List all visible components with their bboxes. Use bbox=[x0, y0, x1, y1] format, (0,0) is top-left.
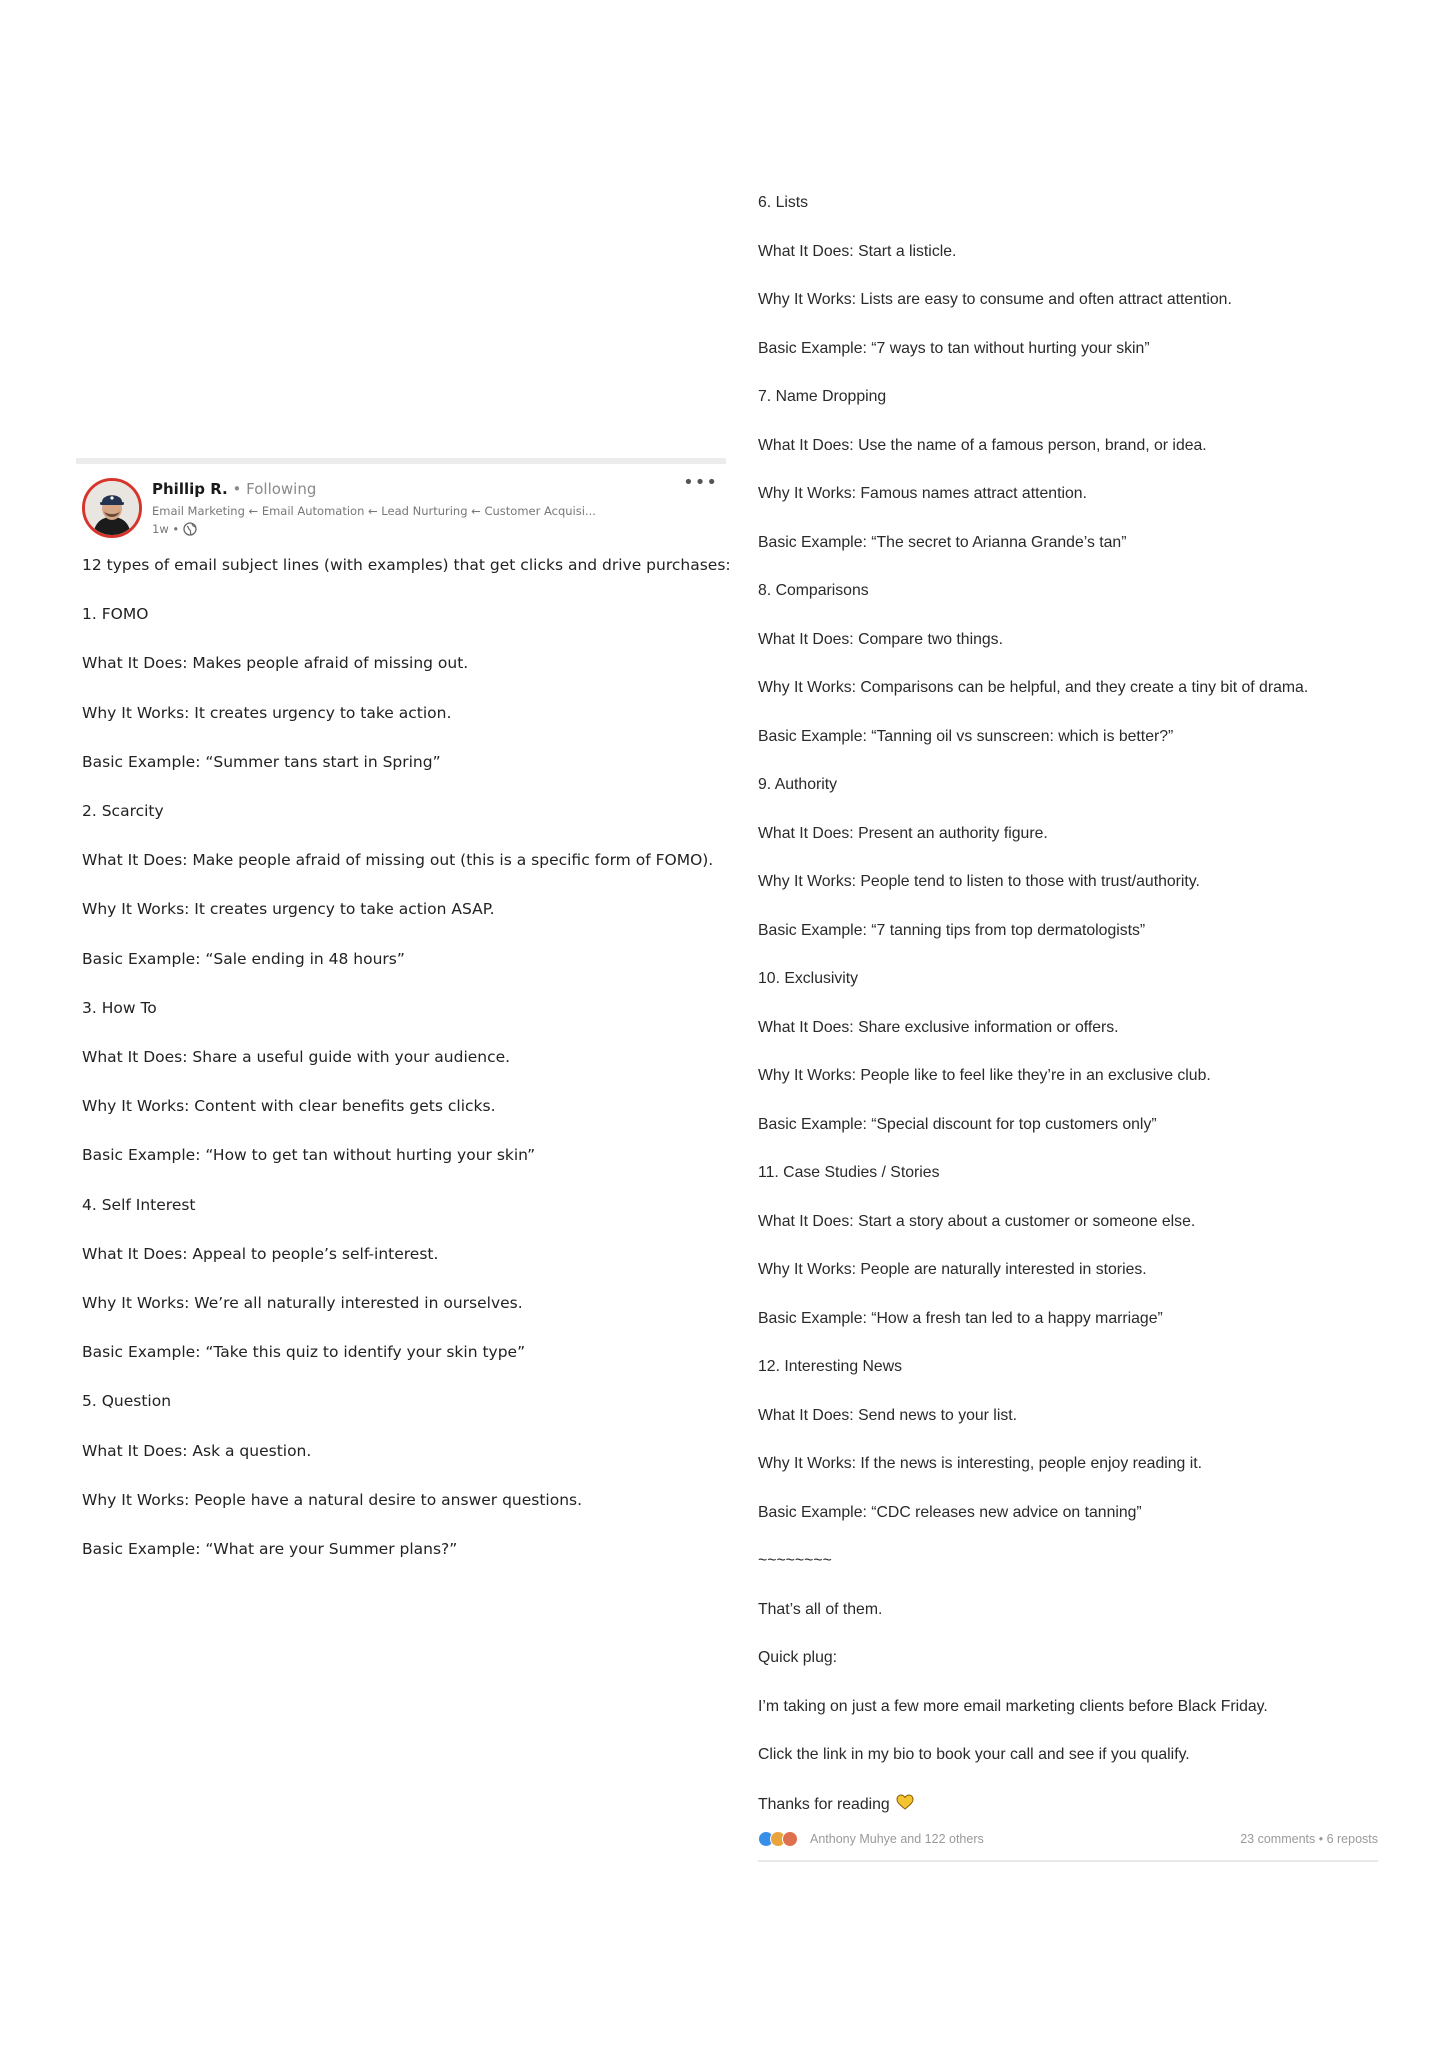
what-it-does-line: What It Does: Makes people afraid of missing out. bbox=[82, 654, 469, 673]
post-bottom-divider bbox=[758, 1860, 1378, 1862]
avatar-portrait-icon bbox=[85, 481, 139, 535]
section-heading: 12. Interesting News bbox=[758, 1358, 903, 1375]
why-it-works-line: Why It Works: If the news is interesting, people enjoy reading it. bbox=[758, 1455, 1202, 1472]
what-it-does-line: What It Does: Ask a question. bbox=[82, 1441, 312, 1460]
post-text-line: I’m taking on just a few more email marketing clients before Black Friday. bbox=[758, 1697, 1268, 1715]
reaction-icons[interactable] bbox=[758, 1831, 794, 1847]
post-meta bbox=[152, 522, 197, 536]
basic-example-line: Basic Example: “The secret to Arianna Grande’s tan” bbox=[758, 533, 1127, 551]
more-options-icon[interactable]: ••• bbox=[683, 472, 718, 493]
basic-example-line: Basic Example: “How a fresh tan led to a happy marriage” bbox=[758, 1309, 1163, 1327]
post-text-line: Click the link in my bio to book your call and see if you qualify. bbox=[758, 1746, 1190, 1763]
why-it-works-line: Why It Works: It creates urgency to take action. bbox=[82, 703, 452, 722]
what-it-does-line: What It Does: Appeal to people’s self-interest. bbox=[82, 1244, 439, 1263]
why-it-works-line: Why It Works: Famous names attract attention. bbox=[758, 485, 1087, 502]
post-text-line: ~~~~~~~~ bbox=[758, 1552, 832, 1569]
what-it-does-line: What It Does: Share a useful guide with your audience. bbox=[82, 1048, 511, 1066]
globe-icon bbox=[183, 522, 197, 536]
follow-status[interactable]: • Following bbox=[232, 480, 317, 498]
yellow-heart-icon bbox=[896, 1794, 914, 1816]
what-it-does-line: What It Does: Compare two things. bbox=[758, 630, 1003, 648]
post-text-line: That’s all of them. bbox=[758, 1600, 883, 1618]
why-it-works-line: Why It Works: Comparisons can be helpful, and they create a tiny bit of drama. bbox=[758, 679, 1309, 696]
section-heading: 1. FOMO bbox=[82, 605, 149, 624]
what-it-does-line: What It Does: Start a listicle. bbox=[758, 242, 957, 260]
what-it-does-line: What It Does: Present an authority figure. bbox=[758, 824, 1048, 842]
section-heading: 5. Question bbox=[82, 1392, 172, 1411]
why-it-works-line: Why It Works: People like to feel like they’re in an exclusive club. bbox=[758, 1067, 1211, 1084]
basic-example-line: Basic Example: “Sale ending in 48 hours” bbox=[82, 949, 405, 968]
section-heading: 10. Exclusivity bbox=[758, 970, 859, 987]
what-it-does-line: What It Does: Make people afraid of missing out (this is a specific form of FOMO). bbox=[82, 851, 714, 870]
what-it-does-line: What It Does: Send news to your list. bbox=[758, 1406, 1018, 1424]
section-heading: 11. Case Studies / Stories bbox=[758, 1164, 940, 1181]
basic-example-line: Basic Example: “7 ways to tan without hurting your skin” bbox=[758, 339, 1150, 357]
author-line bbox=[152, 480, 316, 498]
basic-example-line: Basic Example: “CDC releases new advice on tanning” bbox=[758, 1503, 1142, 1521]
love-icon bbox=[782, 1831, 798, 1847]
author-avatar[interactable] bbox=[82, 478, 142, 538]
post-left-column bbox=[82, 0, 731, 2048]
basic-example-line: Basic Example: “Tanning oil vs sunscreen: which is better?” bbox=[758, 727, 1174, 745]
post-text-line: Quick plug: bbox=[758, 1649, 838, 1666]
section-heading: 8. Comparisons bbox=[758, 582, 869, 599]
what-it-does-line: What It Does: Use the name of a famous person, brand, or idea. bbox=[758, 436, 1207, 454]
section-heading: 9. Authority bbox=[758, 776, 838, 793]
post-intro-line: 12 types of email subject lines (with examples) that get clicks and drive purchases: bbox=[82, 556, 731, 574]
basic-example-line: Basic Example: “What are your Summer plans?” bbox=[82, 1540, 458, 1558]
why-it-works-line: Why It Works: Content with clear benefits gets clicks. bbox=[82, 1097, 496, 1116]
post-text-line: Thanks for reading bbox=[758, 1794, 914, 1816]
author-name[interactable]: Phillip R. bbox=[152, 480, 228, 498]
basic-example-line: Basic Example: “Take this quiz to identify your skin type” bbox=[82, 1343, 526, 1362]
post-right-column bbox=[758, 0, 1378, 2048]
social-counts-bar bbox=[758, 1829, 1378, 1853]
why-it-works-line: Why It Works: People have a natural desire to answer questions. bbox=[82, 1490, 583, 1509]
basic-example-line: Basic Example: “How to get tan without hurting your skin” bbox=[82, 1146, 536, 1165]
what-it-does-line: What It Does: Share exclusive information or offers. bbox=[758, 1018, 1119, 1036]
why-it-works-line: Why It Works: It creates urgency to take action ASAP. bbox=[82, 900, 495, 919]
author-headline: Email Marketing ← Email Automation ← Lead Nurturing ← Customer Acquisi... bbox=[152, 504, 596, 518]
section-heading: 7. Name Dropping bbox=[758, 388, 887, 405]
why-it-works-line: Why It Works: People are naturally interested in stories. bbox=[758, 1261, 1147, 1278]
basic-example-line: Basic Example: “Special discount for top customers only” bbox=[758, 1115, 1157, 1133]
section-heading: 4. Self Interest bbox=[82, 1195, 196, 1214]
section-heading: 3. How To bbox=[82, 998, 157, 1017]
basic-example-line: Basic Example: “7 tanning tips from top dermatologists” bbox=[758, 921, 1146, 939]
section-heading: 6. Lists bbox=[758, 194, 809, 211]
reactors-text[interactable]: Anthony Muhye and 122 others bbox=[810, 1832, 984, 1846]
basic-example-line: Basic Example: “Summer tans start in Spring” bbox=[82, 752, 441, 771]
section-heading: 2. Scarcity bbox=[82, 802, 164, 820]
why-it-works-line: Why It Works: People tend to listen to those with trust/authority. bbox=[758, 873, 1200, 890]
comments-reposts-count[interactable]: 23 comments • 6 reposts bbox=[1240, 1832, 1378, 1846]
post-time: 1w • bbox=[152, 522, 180, 536]
why-it-works-line: Why It Works: Lists are easy to consume and often attract attention. bbox=[758, 291, 1232, 308]
why-it-works-line: Why It Works: We’re all naturally interested in ourselves. bbox=[82, 1294, 523, 1312]
what-it-does-line: What It Does: Start a story about a customer or someone else. bbox=[758, 1212, 1196, 1230]
post-header bbox=[82, 472, 728, 544]
